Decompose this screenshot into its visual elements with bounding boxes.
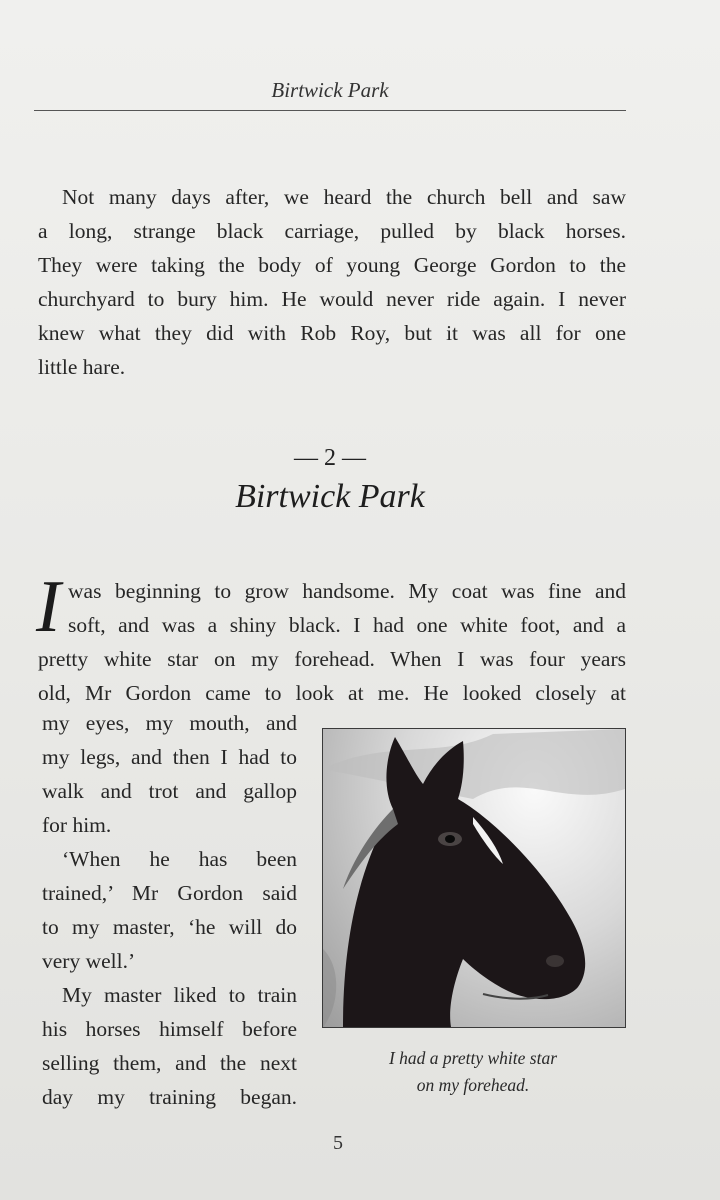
running-head: Birtwick Park [271, 78, 389, 102]
text-line: to my master, ‘he will do [42, 915, 297, 939]
text-line: was beginning to grow handsome. My coat was fine and [68, 579, 626, 603]
figure-caption [322, 1045, 624, 1099]
chapter-number: — 2 — [294, 445, 366, 471]
text-line: churchyard to bury him. He would never ride again. I never [38, 287, 626, 311]
drop-cap: I [36, 566, 61, 648]
text-line: My master liked to train [62, 983, 297, 1007]
text-column [42, 706, 297, 1114]
paragraph-2-opening [68, 574, 626, 642]
text-line: day my training began. [42, 1085, 297, 1109]
header-rule [34, 110, 626, 111]
text-line: trained,’ Mr Gordon said [42, 881, 297, 905]
text-line: my eyes, my mouth, and [42, 711, 297, 735]
text-line: a long, strange black carriage, pulled by black horses. [38, 219, 626, 243]
text-line: my legs, and then I had to [42, 745, 297, 769]
horse-illustration [322, 728, 626, 1028]
text-line: very well.’ [42, 949, 136, 973]
horse-head-drawing [323, 729, 625, 1027]
text-line: knew what they did with Rob Roy, but it was all for one [38, 321, 626, 345]
text-line: selling them, and the next [42, 1051, 297, 1075]
chapter-title: Birtwick Park [235, 478, 425, 515]
text-line: ‘When he has been [62, 847, 297, 871]
text-line: old, Mr Gordon came to look at me. He looked closely at [38, 681, 626, 705]
paragraph-1 [38, 180, 626, 384]
caption-line: on my forehead. [416, 1075, 530, 1095]
text-line: little hare. [38, 355, 126, 379]
text-line: Not many days after, we heard the church bell and saw [62, 185, 626, 209]
caption-line: I had a pretty white star [388, 1048, 558, 1068]
text-line: soft, and was a shiny black. I had one white foot, and a [68, 613, 626, 637]
text-line: They were taking the body of young George Gordon to the [38, 253, 626, 277]
paragraph-2-continued [38, 642, 626, 710]
page-number: 5 [333, 1132, 343, 1154]
text-line: pretty white star on my forehead. When I was four years [38, 647, 626, 671]
text-line: for him. [42, 813, 112, 837]
text-line: walk and trot and gallop [42, 779, 297, 803]
text-line: his horses himself before [42, 1017, 297, 1041]
